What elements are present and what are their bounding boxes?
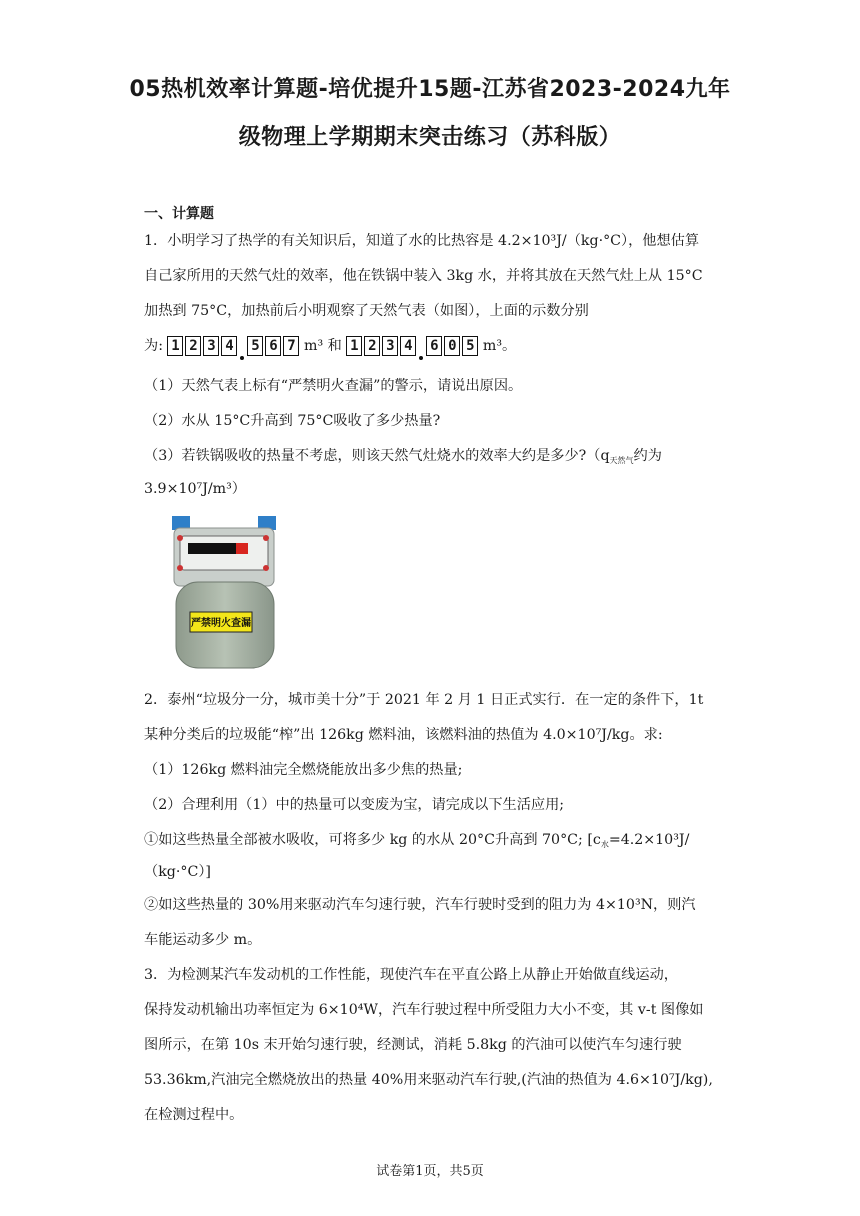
title-line-1: 05热机效率计算题-培优提升15题-江苏省2023-2024九年 (129, 77, 731, 102)
digit: 3 (203, 336, 219, 356)
q2-sub-1: （1）126kg 燃料油完全燃烧能放出多少焦的热量; (144, 762, 463, 778)
q2-line-1: 2．泰州“垃圾分一分，城市美十分”于 2021 年 2 月 1 日正式实行．在一定的条件下，1t (144, 692, 704, 708)
digit: 5 (462, 336, 478, 356)
q3-line-5: 在检测过程中。 (144, 1107, 244, 1123)
digit: 1 (346, 336, 362, 356)
q1-sub-3-cont: 3.9×10⁷J/m³） (144, 481, 246, 497)
unit-text-1: m³ 和 (304, 338, 342, 354)
q1-sub-1: （1）天然气表上标有“严禁明火查漏”的警示，请说出原因。 (144, 378, 523, 394)
decimal-point (240, 356, 244, 360)
gas-meter-image (170, 516, 280, 671)
q2-line-2: 某种分类后的垃圾能“榨”出 126kg 燃料油，该燃料油的热值为 4.0×10⁷J/kg。求: (144, 727, 663, 743)
q3-line-2: 保持发动机输出功率恒定为 6×10⁴W，汽车行驶过程中所受阻力大小不变，其 v-t 图像如 (144, 1002, 704, 1018)
q1-sub-3 (144, 446, 724, 471)
page-footer: 试卷第1页，共5页 (376, 1164, 484, 1179)
digit: 5 (247, 336, 263, 356)
q2-sub-3-tail: =4.2×10³J/ (608, 832, 690, 848)
q2-sub-3 (144, 830, 724, 855)
meter-reading-1 (167, 336, 299, 356)
digit: 2 (185, 336, 201, 356)
digit: 6 (265, 336, 281, 356)
q3-line-3: 图所示，在第 10s 末开始匀速行驶，经测试，消耗 5.8kg 的汽油可以使汽车匀速行驶 (144, 1037, 682, 1053)
meter-reading-2 (346, 336, 478, 356)
q2-sub-3-text: ①如这些热量全部被水吸收，可将多少 kg 的水从 20°C升高到 70°C; [c (144, 832, 601, 848)
q1-line-1: 1．小明学习了热学的有关知识后，知道了水的比热容是 4.2×10³J/（kg·°C），他想估算 (144, 233, 700, 249)
q3-line-4: 53.36km,汽油完全燃烧放出的热量 40%用来驱动汽车行驶,(汽油的热值为 4.6×10⁷J/kg), (144, 1072, 713, 1088)
q3-line-1: 3．为检测某汽车发动机的工作性能，现使汽车在平直公路上从静止开始做直线运动， (144, 967, 678, 983)
digit: 2 (364, 336, 380, 356)
q1-sub-2: （2）水从 15°C升高到 75°C吸收了多少热量? (144, 413, 441, 429)
q1-line-2: 自己家所用的天然气灶的效率，他在铁锅中装入 3kg 水，并将其放在天然气灶上从 15°C (144, 268, 703, 284)
unit-text-2: m³。 (482, 338, 517, 354)
q2-sub-4: ②如这些热量的 30%用来驱动汽车匀速行驶，汽车行驶时受到的阻力为 4×10³N，则汽 (144, 897, 696, 913)
q1-reading-prefix: 为: (144, 338, 163, 354)
warning-label-text: 严禁明火查漏 (191, 618, 251, 629)
q1-sub-3-text: （3）若铁锅吸收的热量不考虑，则该天然气灶烧水的效率大约是多少?（q (144, 448, 610, 464)
digit: 1 (167, 336, 183, 356)
subscript: 水 (600, 840, 609, 849)
digit: 4 (400, 336, 416, 356)
q1-line-4 (144, 336, 724, 356)
subscript: 天然气 (609, 456, 634, 465)
q2-sub-4-cont: 车能运动多少 m。 (144, 932, 262, 948)
digit: 7 (283, 336, 299, 356)
q2-sub-2: （2）合理利用（1）中的热量可以变废为宝，请完成以下生活应用; (144, 797, 565, 813)
q2-sub-3-cont: （kg·°C）] (144, 864, 211, 880)
title-line-2: 级物理上学期期末突击练习（苏科版） (238, 125, 622, 150)
digit: 4 (221, 336, 237, 356)
q1-sub-3-tail: 约为 (633, 448, 662, 464)
digit: 3 (382, 336, 398, 356)
decimal-point (419, 356, 423, 360)
q1-line-3: 加热到 75°C，加热前后小明观察了天然气表（如图），上面的示数分别 (144, 303, 589, 319)
digit: 6 (426, 336, 442, 356)
section-heading: 一、计算题 (144, 206, 214, 222)
digit: 0 (444, 336, 460, 356)
